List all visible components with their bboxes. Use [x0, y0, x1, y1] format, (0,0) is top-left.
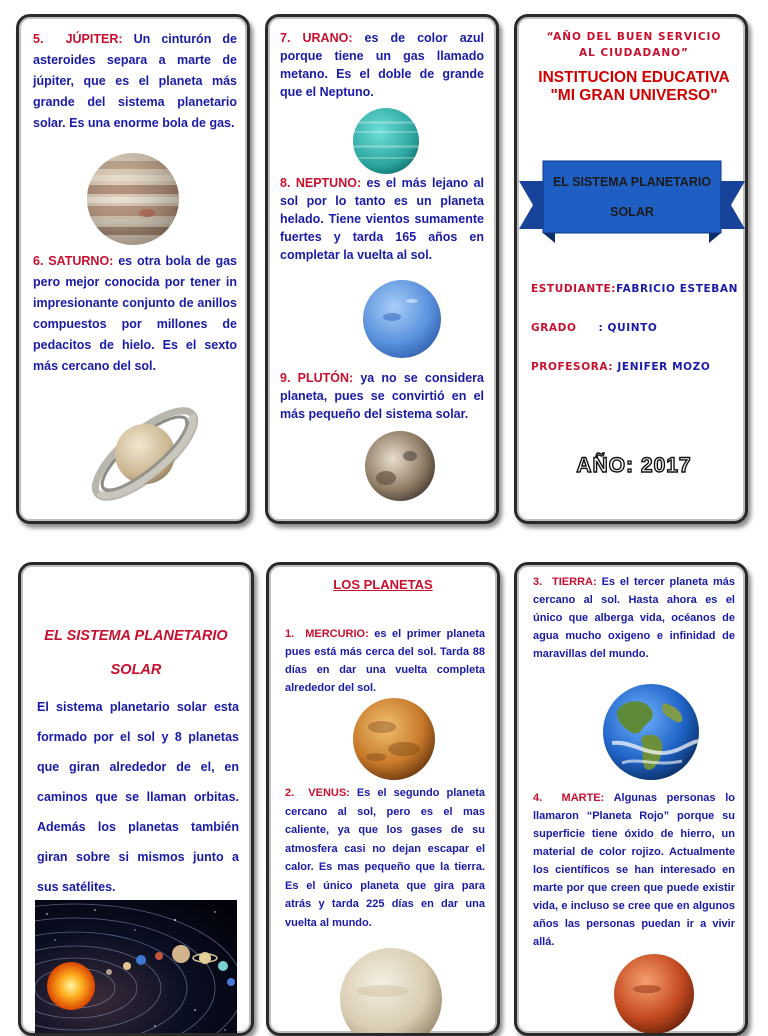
pluto-image	[364, 430, 436, 502]
grade-row	[531, 322, 657, 334]
banner-title-line1: EL SISTEMA PLANETARIO	[552, 175, 712, 189]
cover-motto	[517, 29, 748, 61]
mercury-image	[352, 697, 436, 781]
mercury-text: es el primer planeta pues está más cerca del sol. Tarda 88 días en dar una vuelta completa alrededor del sol.	[285, 628, 485, 694]
earth-paragraph	[533, 573, 735, 663]
mercury-number: 1.	[285, 628, 295, 640]
mars-name: MARTE:	[561, 792, 605, 804]
venus-text: Es el segundo planeta cercano al sol, pero es el mas caliente, ya que los gases de su atmosfera casi no dejan escapar el calor. Es mas pequeño que la tierra. Es el único planeta que gira para atrás y tarda 225 días en dar una vuelta al mundo.	[285, 787, 485, 929]
uranus-text: es de color azul porque tiene un gas llamado metano. Es el doble de grande que el Neptuno.	[280, 31, 484, 99]
mars-image	[613, 953, 695, 1035]
venus-name: VENUS:	[308, 787, 350, 799]
banner-title-line2: SOLAR	[610, 205, 654, 219]
jupiter-name: JÚPITER:	[65, 32, 123, 46]
panel-jupiter-saturn	[16, 14, 250, 524]
mars-number: 4.	[533, 792, 543, 804]
student-label: ESTUDIANTE:	[531, 283, 617, 295]
teacher-value: JENIFER MOZO	[617, 361, 711, 373]
mercury-name: MERCURIO:	[305, 628, 369, 640]
school-name	[517, 69, 748, 105]
pluto-number: 9.	[280, 371, 291, 385]
jupiter-paragraph	[33, 29, 237, 134]
neptune-text: es el más lejano al sol por lo tanto es un planeta helado. Tiene vientos sumamente fuertes y tarda 165 años en completar la vuelta al sol.	[280, 176, 484, 262]
neptune-image	[362, 279, 442, 359]
teacher-label: PROFESORA:	[531, 361, 614, 373]
cover-year: AÑO: 2017	[576, 454, 692, 477]
uranus-paragraph	[280, 29, 484, 101]
earth-image	[602, 683, 700, 781]
mars-paragraph	[533, 789, 735, 951]
panel-earth-mars	[514, 562, 748, 1036]
earth-text: Es el tercer planeta más cercano al sol. Hasta ahora es el único que alberga vida, océanos de agua mucho oxigeno e infinidad de maravillas del mundo.	[533, 576, 735, 660]
intro-body: El sistema planetario solar esta formado por el sol y 8 planetas que giran alrededor de el, en caminos que se llaman orbitas. Además los planetas también giran sobre si mismos junto a sus satélites.	[37, 700, 239, 894]
teacher-row	[531, 361, 710, 373]
panel-uranus-neptune-pluto	[265, 14, 499, 524]
uranus-image	[352, 107, 420, 175]
saturn-image	[81, 395, 209, 513]
student-value: FABRICIO ESTEBAN	[616, 283, 738, 295]
panel-intro	[18, 562, 254, 1036]
grade-label: GRADO	[531, 322, 577, 334]
uranus-number: 7.	[280, 31, 291, 45]
cover-motto-line2: AL CIUDADANO”	[579, 47, 689, 59]
jupiter-number: 5.	[33, 32, 44, 46]
earth-name: TIERRA:	[552, 576, 597, 588]
earth-number: 3.	[533, 576, 543, 588]
planets-heading: LOS PLANETAS	[333, 577, 433, 592]
venus-number: 2.	[285, 787, 295, 799]
school-name-line1: INSTITUCION EDUCATIVA	[538, 69, 730, 86]
pluto-name: PLUTÓN:	[297, 371, 354, 385]
jupiter-text: Un cinturón de asteroides separa a marte de júpiter, que es el planeta más grande del sistema planetario solar. Es una enorme bola de gas.	[33, 32, 237, 130]
student-row	[531, 283, 738, 295]
venus-image	[339, 947, 443, 1036]
grade-value: : QUINTO	[598, 322, 658, 334]
intro-title	[21, 619, 251, 687]
intro-title-line1: EL SISTEMA PLANETARIO	[44, 628, 228, 644]
saturn-paragraph	[33, 251, 237, 377]
mars-text: Algunas personas lo llamaron “Planeta Rojo” porque su superficie tiene óxido de hierro, un material de color rojizo. Actualmente los científicos se han interesado en marte por que creen que puede existir vida, e incluso se cree que en algunos años las personas puedan ir a vivir allá.	[533, 792, 735, 948]
neptune-number: 8.	[280, 176, 291, 190]
pluto-text: ya no se considera planeta, pues se convirtió en el más pequeño del sistema solar.	[280, 371, 484, 421]
pluto-paragraph	[280, 369, 484, 423]
panel-cover	[514, 14, 748, 524]
venus-paragraph	[285, 784, 485, 932]
uranus-name: URANO:	[302, 31, 353, 45]
saturn-name: SATURNO:	[48, 254, 114, 268]
solar-system-image	[35, 900, 237, 1036]
cover-motto-line1: “AÑO DEL BUEN SERVICIO	[546, 31, 722, 43]
neptune-paragraph	[280, 174, 484, 264]
banner-title	[543, 167, 721, 227]
neptune-name: NEPTUNO:	[295, 176, 362, 190]
mercury-paragraph	[285, 625, 485, 697]
saturn-text: es otra bola de gas pero mejor conocida por tener in impresionante conjunto de anillos compuestos por millones de pedacitos de hielo. Es el sexto más cercano del sol.	[33, 254, 237, 373]
panel-mercury-venus	[266, 562, 500, 1036]
intro-title-line2: SOLAR	[110, 662, 162, 678]
jupiter-image	[85, 151, 181, 247]
school-name-line2: "MI GRAN UNIVERSO"	[550, 87, 718, 104]
saturn-number: 6.	[33, 254, 44, 268]
